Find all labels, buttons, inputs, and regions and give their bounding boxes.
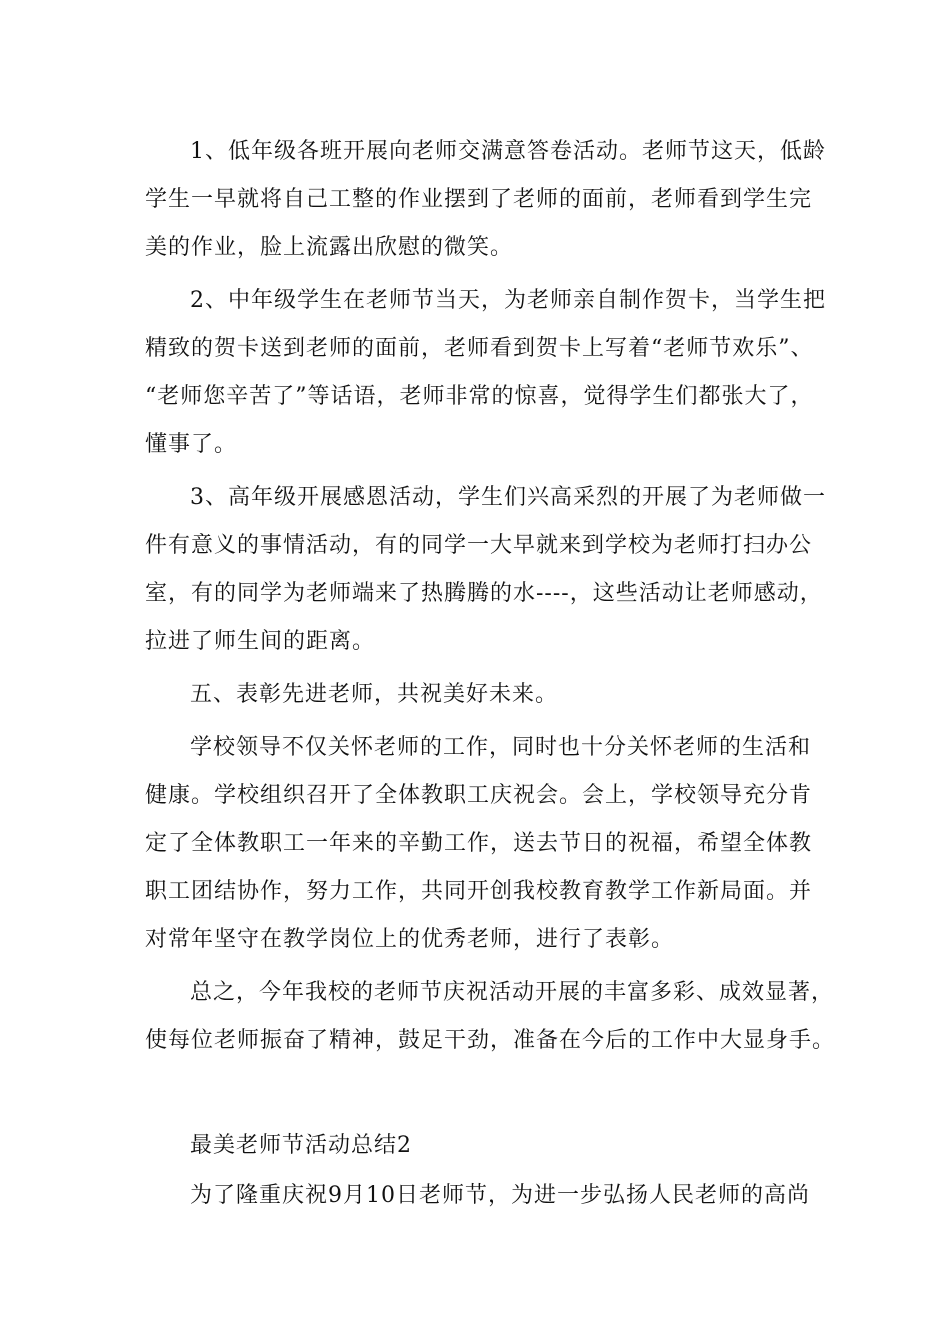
paragraph-1-line-3: 美的作业，脸上流露出欣慰的微笑。	[145, 235, 514, 260]
paragraph-4-line-2: 健康。学校组织召开了全体教职工庆祝会。会上，学校领导充分肯	[145, 783, 813, 808]
paragraph-4-line-1: 学校领导不仅关怀老师的工作，同时也十分关怀老师的生活和	[190, 735, 812, 760]
paragraph-3-line-4: 拉进了师生间的距离。	[145, 629, 376, 654]
paragraph-5-line-2: 使每位老师振奋了精神，鼓足干劲，准备在今后的工作中大显身手。	[145, 1028, 836, 1053]
paragraph-2-line-4: 懂事了。	[145, 432, 238, 457]
paragraph-1-line-2: 学生一早就将自己工整的作业摆到了老师的面前，老师看到学生完	[145, 187, 813, 212]
paragraph-2-line-2: 精致的贺卡送到老师的面前，老师看到贺卡上写着“老师节欢乐”、	[145, 336, 814, 361]
section-title-2: 最美老师节活动总结2	[190, 1133, 412, 1158]
paragraph-2-line-1: 2、中年级学生在老师节当天，为老师亲自制作贺卡，当学生把	[190, 288, 826, 313]
paragraph-2-line-3: “老师您辛苦了”等话语，老师非常的惊喜，觉得学生们都张大了，	[145, 384, 814, 409]
paragraph-6-line-1: 为了隆重庆祝9月10日老师节，为进一步弘扬人民老师的高尚	[190, 1183, 810, 1208]
paragraph-3-line-2: 件有意义的事情活动，有的同学一大早就来到学校为老师打扫办公	[145, 533, 813, 558]
section-heading-5: 五、表彰先进老师，共祝美好未来。	[190, 682, 559, 707]
paragraph-3-line-3: 室，有的同学为老师端来了热腾腾的水----，这些活动让老师感动，	[145, 581, 823, 606]
paragraph-1-line-1: 1、低年级各班开展向老师交满意答卷活动。老师节这天，低龄	[190, 139, 826, 164]
paragraph-4-line-5: 对常年坚守在教学岗位上的优秀老师，进行了表彰。	[145, 927, 675, 952]
paragraph-4-line-4: 职工团结协作，努力工作，共同开创我校教育教学工作新局面。并	[145, 879, 813, 904]
paragraph-3-line-1: 3、高年级开展感恩活动，学生们兴高采烈的开展了为老师做一	[190, 485, 826, 510]
paragraph-4-line-3: 定了全体教职工一年来的辛勤工作，送去节日的祝福，希望全体教	[145, 831, 813, 856]
paragraph-5-line-1: 总之，今年我校的老师节庆祝活动开展的丰富多彩、成效显著，	[190, 980, 835, 1005]
